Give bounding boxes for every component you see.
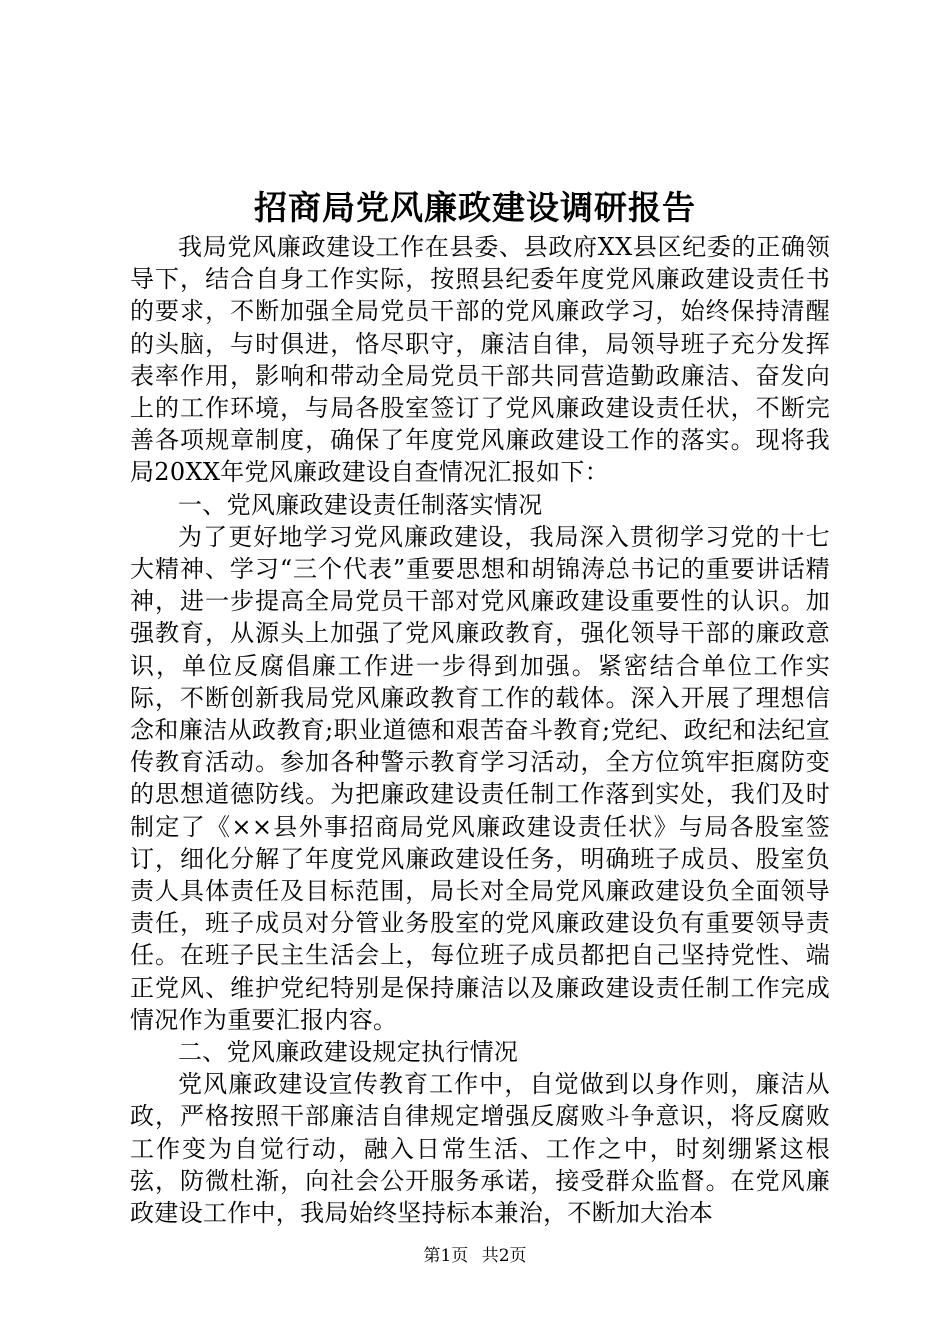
document-title: 招商局党风廉政建设调研报告 [254, 188, 696, 227]
section-heading-2: 二、党风廉政建设规定执行情况 [178, 1038, 519, 1067]
paragraph-section-2: 党风廉政建设宣传教育工作中，自觉做到以身作则，廉洁从政，严格按照干部廉洁自律规定增强反腐败斗争意识，将反腐败工作变为自觉行动，融入日常生活、工作之中，时刻绷紧这根弦，防微杜渐，向社会公开服务承诺，接受群众监督。在党风廉政建设工作中，我局始终坚持标本兼治，不断加大治本 [130, 1070, 830, 1228]
page-footer [0, 1244, 950, 1268]
paragraph-section-1: 为了更好地学习党风廉政建设，我局深入贯彻学习党的十七大精神、学习“三个代表”重要思想和胡锦涛总书记的重要讲话精神，进一步提高全局党员干部对党风廉政建设重要性的认识。加强教育，从源头上加强了党风廉政教育，强化领导干部的廉政意识，单位反腐倡廉工作进一步得到加强。紧密结合单位工作实际，不断创新我局党风廉政教育工作的载体。深入开展了理想信念和廉洁从政教育;职业道德和艰苦奋斗教育;党纪、政纪和法纪宣传教育活动。参加各种警示教育学习活动，全方位筑牢拒腐防变的思想道德防线。为把廉政建设责任制工作落到实处，我们及时制定了《××县外事招商局党风廉政建设责任状》与局各股室签订，细化分解了年度党风廉政建设任务，明确班子成员、股室负责人具体责任及目标范围，局长对全局党风廉政建设负全面领导责任，班子成员对分管业务股室的党风廉政建设负有重要领导责任。在班子民主生活会上，每位班子成员都把自己坚持党性、端正党风、维护党纪特别是保持廉洁以及廉政建设责任制工作完成情况作为重要汇报内容。 [130, 522, 830, 1034]
document-body [130, 231, 830, 1229]
paragraph-intro: 我局党风廉政建设工作在县委、县政府XX县区纪委的正确领导下，结合自身工作实际，按照县纪委年度党风廉政建设责任书的要求，不断加强全局党员干部的党风廉政学习，始终保持清醒的头脑，与时俱进，恪尽职守，廉洁自律，局领导班子充分发挥表率作用，影响和带动全局党员干部共同营造勤政廉洁、奋发向上的工作环境，与局各股室签订了党风廉政建设责任状，不断完善各项规章制度，确保了年度党风廉政建设工作的落实。现将我局20XX年党风廉政建设自查情况汇报如下： [130, 233, 830, 487]
page-number-total: 共2页 [481, 1246, 527, 1266]
section-heading-1: 一、党风廉政建设责任制落实情况 [178, 490, 543, 519]
page-number-current: 第1页 [423, 1246, 469, 1266]
